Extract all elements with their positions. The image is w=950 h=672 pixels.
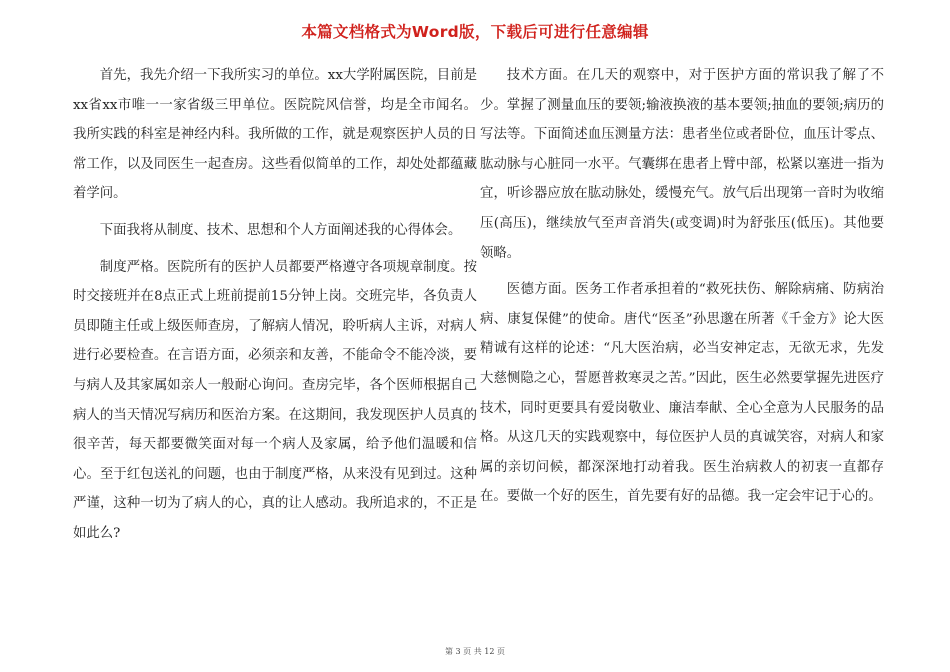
document-banner: 本篇文档格式为Word版，下载后可进行任意编辑 (301, 23, 649, 41)
paragraph-strict-rules: 制度严格。医院所有的医护人员都要严格遵守各项规章制度。按时交接班并在8点正式上班前提前15分钟上岗。交班完毕，各负责人员即随主任或上级医师查房，了解病人情况，聆听病人主诉，对病人进行必要检查。在言语方面，必须亲和友善，不能命令不能冷淡，要与病人及其家属如亲人一般耐心询问。查房完毕，各个医师根据自己病人的当天情况写病历和医治方案。在这期间，我发现医护人员真的很辛苦，每天都要微笑面对每一个病人及家属，给予他们温暖和信心。至于红包送礼的问题，也由于制度严格，从来没有见到过。这种严谨，这种一切为了病人的心，真的让人感动。我所追求的，不正是如此么? (73, 259, 477, 541)
paragraph-medical-ethics: 医德方面。医务工作者承担着的“救死扶伤、解除病痛、防病治病、康复保健”的使命。唐代“医圣”孙思邈在所著《千金方》论大医精诚有这样的论述：“凡大医治病，必当安神定志，无欲无求，先发大慈恻隐之心，誓愿普救寒灵之苦。”因此，医生必然要掌握先进医疗技术，同时更要具有爱岗敬业、廉洁奉献、全心全意为人民服务的品格。从这几天的实践观察中，每位医护人员的真诚笑容，对病人和家属的亲切问候，都深深地打动着我。医生治病救人的初衷一直都存在。要做一个好的医生，首先要有好的品德。我一定会牢记于心的。 (480, 282, 884, 505)
page-number: 第 3 页 共 12 页 (445, 647, 505, 656)
paragraph-overview: 下面我将从制度、技术、思想和个人方面阐述我的心得体会。 (99, 222, 462, 238)
left-text-column (73, 61, 477, 549)
paragraph-introduction: 首先，我先介绍一下我所实习的单位。xx大学附属医院，目前是xx省xx市唯一一家省级三甲单位。医院院风信誉，均是全市闻名。我所实践的科室是神经内科。我所做的工作，就是观察医护人员的日常工作，以及同医生一起查房。这些看似简单的工作，却处处都蕴藏着学问。 (73, 68, 477, 202)
paragraph-technique: 技术方面。在几天的观察中，对于医护方面的常识我了解了不少。掌握了测量血压的要领;输液换液的基本要领;抽血的要领;病历的写法等。下面简述血压测量方法：患者坐位或者卧位，血压计零点、肱动脉与心脏同一水平。气囊绑在患者上臂中部，松紧以塞进一指为宜，听诊器应放在肱动脉处，缓慢充气。放气后出现第一音时为收缩压(高压)，继续放气至声音消失(或变调)时为舒张压(低压)。其他要领略。 (480, 68, 884, 261)
right-text-column (480, 61, 884, 512)
